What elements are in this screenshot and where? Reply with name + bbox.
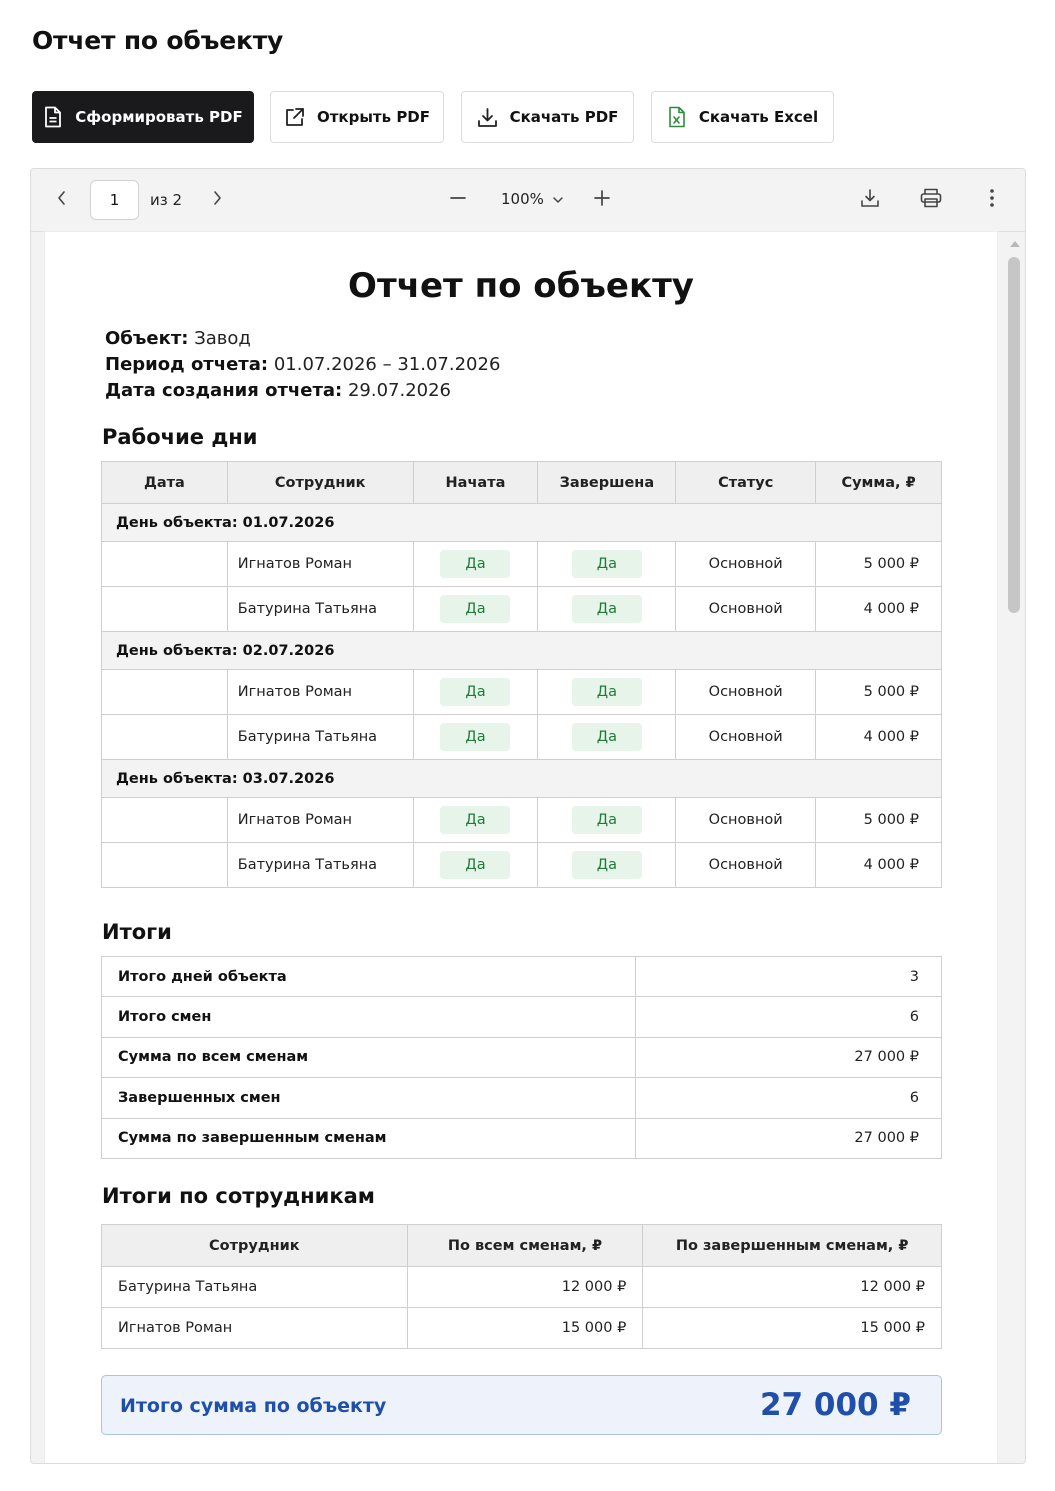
day-group-label: День объекта: 02.07.2026 — [102, 632, 942, 670]
sum-cell: 4 000 ₽ — [816, 587, 942, 632]
grand-total-box — [101, 1375, 942, 1435]
employee-name: Игнатов Роман — [102, 1308, 408, 1349]
started-badge: Да — [440, 806, 510, 834]
next-page-button[interactable] — [202, 185, 232, 215]
sum-cell: 4 000 ₽ — [816, 715, 942, 760]
employee-cell: Игнатов Роман — [227, 798, 413, 843]
generate-pdf-label: Сформировать PDF — [75, 108, 243, 126]
date-cell — [102, 715, 228, 760]
pdf-viewer — [30, 168, 1026, 1464]
status-cell: Основной — [676, 843, 816, 888]
started-badge: Да — [440, 678, 510, 706]
status-cell: Основной — [676, 798, 816, 843]
total-label: Сумма по всем сменам — [102, 1037, 636, 1077]
total-label: Завершенных смен — [102, 1078, 636, 1118]
total-label: Итого смен — [102, 997, 636, 1037]
pdf-viewer-toolbar — [31, 169, 1025, 232]
zoom-out-button[interactable] — [443, 185, 473, 215]
day-group-label: День объекта: 01.07.2026 — [102, 504, 942, 542]
column-header: Сотрудник — [102, 1225, 408, 1267]
scroll-thumb[interactable] — [1008, 257, 1020, 613]
day-group-row — [102, 760, 942, 798]
started-badge: Да — [440, 595, 510, 623]
finished-badge: Да — [572, 723, 642, 751]
grand-total-value: 27 000 ₽ — [759, 1387, 911, 1423]
page-title: Отчет по объекту — [32, 26, 284, 55]
zoom-select[interactable] — [501, 190, 564, 208]
finished-cell — [538, 542, 676, 587]
finished-cell — [538, 843, 676, 888]
day-group-row — [102, 504, 942, 542]
total-label: Сумма по завершенным сменам — [102, 1118, 636, 1158]
started-cell — [413, 798, 538, 843]
zoom-in-button[interactable] — [587, 185, 617, 215]
finished-cell — [538, 715, 676, 760]
grand-total-label: Итого сумма по объекту — [120, 1395, 387, 1417]
open-pdf-button[interactable] — [270, 91, 444, 143]
table-row — [102, 587, 942, 632]
page-number-input[interactable]: 1 — [90, 180, 139, 220]
started-cell — [413, 670, 538, 715]
table-row — [102, 957, 942, 997]
employee-all-sum: 12 000 ₽ — [407, 1267, 643, 1308]
employees-heading: Итоги по сотрудникам — [102, 1184, 375, 1208]
zoom-in-icon — [593, 189, 611, 211]
total-value: 6 — [636, 997, 942, 1037]
meta-created — [105, 380, 451, 401]
table-row — [102, 1037, 942, 1077]
employees-table — [101, 1224, 942, 1349]
pdf-page — [45, 232, 997, 1464]
meta-object-value: Завод — [194, 328, 251, 349]
print-button[interactable] — [916, 185, 946, 215]
column-header: Сумма, ₽ — [816, 462, 942, 504]
finished-badge: Да — [572, 851, 642, 879]
table-row — [102, 542, 942, 587]
date-cell — [102, 542, 228, 587]
more-options-button[interactable] — [977, 185, 1007, 215]
table-row — [102, 798, 942, 843]
sum-cell: 5 000 ₽ — [816, 798, 942, 843]
date-cell — [102, 843, 228, 888]
started-cell — [413, 843, 538, 888]
viewer-scrollbar[interactable] — [1006, 239, 1022, 1459]
finished-badge: Да — [572, 595, 642, 623]
table-row — [102, 1118, 942, 1158]
document-title: Отчет по объекту — [348, 266, 694, 306]
day-group-label: День объекта: 03.07.2026 — [102, 760, 942, 798]
employee-name: Батурина Татьяна — [102, 1267, 408, 1308]
started-badge: Да — [440, 851, 510, 879]
more-vertical-icon — [989, 188, 995, 212]
employee-cell: Игнатов Роман — [227, 542, 413, 587]
employee-finished-sum: 12 000 ₽ — [643, 1267, 942, 1308]
column-header: По завершенным сменам, ₽ — [643, 1225, 942, 1267]
finished-cell — [538, 670, 676, 715]
column-header: Начата — [413, 462, 538, 504]
total-value: 27 000 ₽ — [636, 1118, 942, 1158]
download-pdf-label: Скачать PDF — [509, 108, 619, 126]
started-badge: Да — [440, 550, 510, 578]
chevron-left-icon — [56, 190, 68, 210]
download-icon — [477, 107, 498, 128]
external-link-icon — [284, 107, 305, 128]
workdays-heading: Рабочие дни — [102, 425, 258, 449]
sum-cell: 5 000 ₽ — [816, 542, 942, 587]
meta-object — [105, 328, 251, 349]
page-count: из 2 — [150, 191, 183, 209]
scroll-up-arrow[interactable] — [1010, 241, 1020, 247]
status-cell: Основной — [676, 715, 816, 760]
download-excel-button[interactable] — [651, 91, 834, 143]
date-cell — [102, 798, 228, 843]
status-cell: Основной — [676, 542, 816, 587]
started-badge: Да — [440, 723, 510, 751]
employee-cell: Игнатов Роман — [227, 670, 413, 715]
date-cell — [102, 587, 228, 632]
zoom-out-icon — [449, 189, 467, 211]
table-row — [102, 843, 942, 888]
employee-cell: Батурина Татьяна — [227, 843, 413, 888]
meta-created-label: Дата создания отчета: — [105, 380, 343, 401]
meta-period-value: 01.07.2026 – 31.07.2026 — [273, 354, 501, 375]
workdays-table — [101, 461, 942, 888]
finished-cell — [538, 587, 676, 632]
column-header: Дата — [102, 462, 228, 504]
meta-period-label: Период отчета: — [105, 354, 269, 375]
table-row — [102, 715, 942, 760]
sum-cell: 5 000 ₽ — [816, 670, 942, 715]
started-cell — [413, 715, 538, 760]
total-value: 27 000 ₽ — [636, 1037, 942, 1077]
finished-cell — [538, 798, 676, 843]
excel-icon — [667, 106, 687, 128]
table-row — [102, 997, 942, 1037]
table-row — [102, 670, 942, 715]
table-row — [102, 1078, 942, 1118]
viewer-download-button[interactable] — [855, 185, 885, 215]
total-value: 3 — [636, 957, 942, 997]
chevron-right-icon — [211, 190, 223, 210]
zoom-value: 100% — [501, 190, 544, 208]
open-pdf-label: Открыть PDF — [316, 108, 431, 126]
total-label: Итого дней объекта — [102, 957, 636, 997]
download-pdf-button[interactable] — [461, 91, 634, 143]
column-header: Завершена — [538, 462, 676, 504]
started-cell — [413, 542, 538, 587]
day-group-row — [102, 632, 942, 670]
download-icon — [860, 188, 880, 212]
date-cell — [102, 670, 228, 715]
totals-heading: Итоги — [102, 920, 172, 944]
employee-all-sum: 15 000 ₽ — [407, 1308, 643, 1349]
employee-cell: Батурина Татьяна — [227, 587, 413, 632]
meta-object-label: Объект: — [105, 328, 189, 349]
table-row — [102, 1308, 942, 1349]
chevron-down-icon — [552, 190, 564, 208]
table-row — [102, 1267, 942, 1308]
generate-pdf-button[interactable] — [32, 91, 254, 143]
started-cell — [413, 587, 538, 632]
finished-badge: Да — [572, 678, 642, 706]
total-value: 6 — [636, 1078, 942, 1118]
prev-page-button[interactable] — [47, 185, 77, 215]
column-header: Статус — [676, 462, 816, 504]
meta-created-value: 29.07.2026 — [347, 380, 452, 401]
employee-finished-sum: 15 000 ₽ — [643, 1308, 942, 1349]
column-header: По всем сменам, ₽ — [407, 1225, 643, 1267]
status-cell: Основной — [676, 587, 816, 632]
print-icon — [920, 188, 942, 212]
finished-badge: Да — [572, 550, 642, 578]
sum-cell: 4 000 ₽ — [816, 843, 942, 888]
status-cell: Основной — [676, 670, 816, 715]
meta-period — [105, 354, 500, 375]
totals-table — [101, 956, 942, 1159]
employee-cell: Батурина Татьяна — [227, 715, 413, 760]
column-header: Сотрудник — [227, 462, 413, 504]
file-icon — [43, 106, 63, 128]
finished-badge: Да — [572, 806, 642, 834]
download-excel-label: Скачать Excel — [698, 108, 819, 126]
